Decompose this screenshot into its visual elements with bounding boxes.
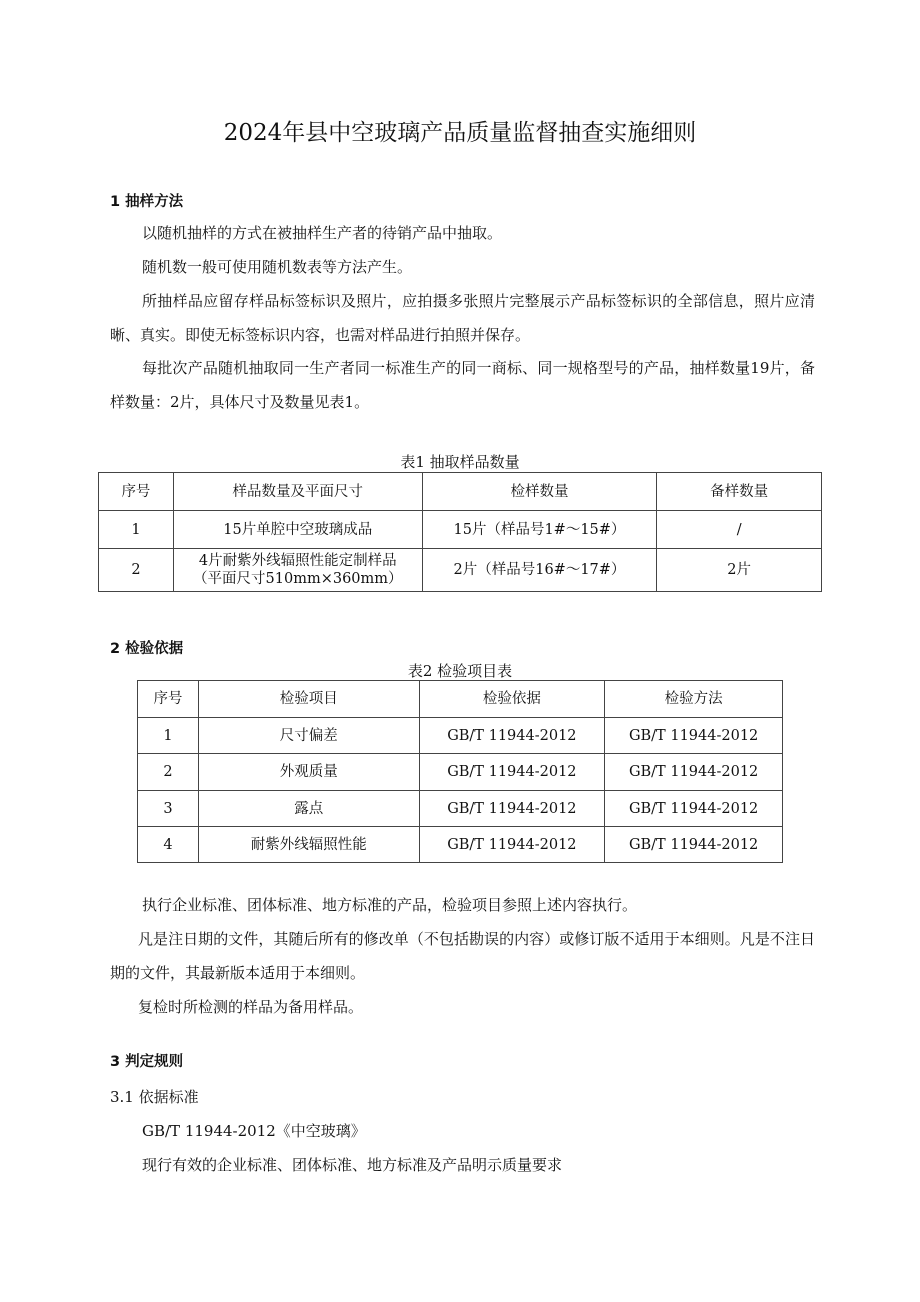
table-1-caption: 表1 抽取样品数量 xyxy=(400,453,520,471)
table-1 xyxy=(98,472,822,592)
header-cell: 备样数量 xyxy=(657,473,822,511)
cell: GB/T 11944-2012 xyxy=(605,718,783,754)
cell-line: 4片耐紫外线辐照性能定制样品 xyxy=(198,553,397,569)
cell: 外观质量 xyxy=(198,754,419,791)
paragraph: 所抽样品应留存样品标签标识及照片，应拍摄多张照片完整展示产品标签标识的全部信息，照片应清晰、真实。即使无标签标识内容，也需对样品进行拍照并保存。 xyxy=(110,292,815,344)
section-1-heading: 1 抽样方法 xyxy=(110,194,184,210)
cell: 2片（样品号16#～17#） xyxy=(422,549,657,592)
cell: GB/T 11944-2012 xyxy=(605,754,783,791)
cell: GB/T 11944-2012 xyxy=(419,791,605,827)
header-cell: 检验方法 xyxy=(605,681,783,718)
cell: 15片（样品号1#～15#） xyxy=(422,511,657,549)
cell: GB/T 11944-2012 xyxy=(605,827,783,863)
cell: GB/T 11944-2012 xyxy=(419,718,605,754)
header-cell: 检验项目 xyxy=(198,681,419,718)
header-cell: 检样数量 xyxy=(422,473,657,511)
standard-line: GB/T 11944-2012《中空玻璃》 xyxy=(142,1122,366,1140)
section-3-heading: 3 判定规则 xyxy=(110,1054,184,1070)
paragraph: 复检时所检测的样品为备用样品。 xyxy=(138,998,364,1016)
cell: 2片 xyxy=(657,549,822,592)
cell-line: （平面尺寸510mm×360mm） xyxy=(193,571,403,587)
subsection-3-1-heading: 3.1 依据标准 xyxy=(110,1088,199,1106)
header-cell: 序号 xyxy=(99,473,174,511)
cell: 15片单腔中空玻璃成品 xyxy=(173,511,422,549)
cell: 露点 xyxy=(198,791,419,827)
paragraph: 以随机抽样的方式在被抽样生产者的待销产品中抽取。 xyxy=(142,224,503,242)
cell: GB/T 11944-2012 xyxy=(419,827,605,863)
cell: 3 xyxy=(138,791,199,827)
cell: 耐紫外线辐照性能 xyxy=(198,827,419,863)
header-cell: 样品数量及平面尺寸 xyxy=(173,473,422,511)
paragraph: 凡是注日期的文件，其随后所有的修改单（不包括勘误的内容）或修订版不适用于本细则。凡是不注日期的文件，其最新版本适用于本细则。 xyxy=(110,930,815,982)
paragraph: 随机数一般可使用随机数表等方法产生。 xyxy=(142,258,413,276)
cell: 1 xyxy=(99,511,174,549)
cell: 2 xyxy=(138,754,199,791)
paragraph: 执行企业标准、团体标准、地方标准的产品，检验项目参照上述内容执行。 xyxy=(142,896,638,914)
table-2-caption: 表2 检验项目表 xyxy=(407,662,513,680)
cell xyxy=(173,549,422,592)
cell: GB/T 11944-2012 xyxy=(419,754,605,791)
paragraph: 每批次产品随机抽取同一生产者同一标准生产的同一商标、同一规格型号的产品，抽样数量19片，备样数量：2片，具体尺寸及数量见表1。 xyxy=(110,359,815,411)
cell: 尺寸偏差 xyxy=(198,718,419,754)
document-title: 2024年县中空玻璃产品质量监督抽查实施细则 xyxy=(223,120,697,146)
cell: 4 xyxy=(138,827,199,863)
cell: / xyxy=(657,511,822,549)
cell: 1 xyxy=(138,718,199,754)
section-2-heading: 2 检验依据 xyxy=(110,641,184,657)
table-2 xyxy=(137,680,783,863)
cell: GB/T 11944-2012 xyxy=(605,791,783,827)
header-cell: 序号 xyxy=(138,681,199,718)
cell: 2 xyxy=(99,549,174,592)
header-cell: 检验依据 xyxy=(419,681,605,718)
standard-line: 现行有效的企业标准、团体标准、地方标准及产品明示质量要求 xyxy=(142,1156,563,1174)
